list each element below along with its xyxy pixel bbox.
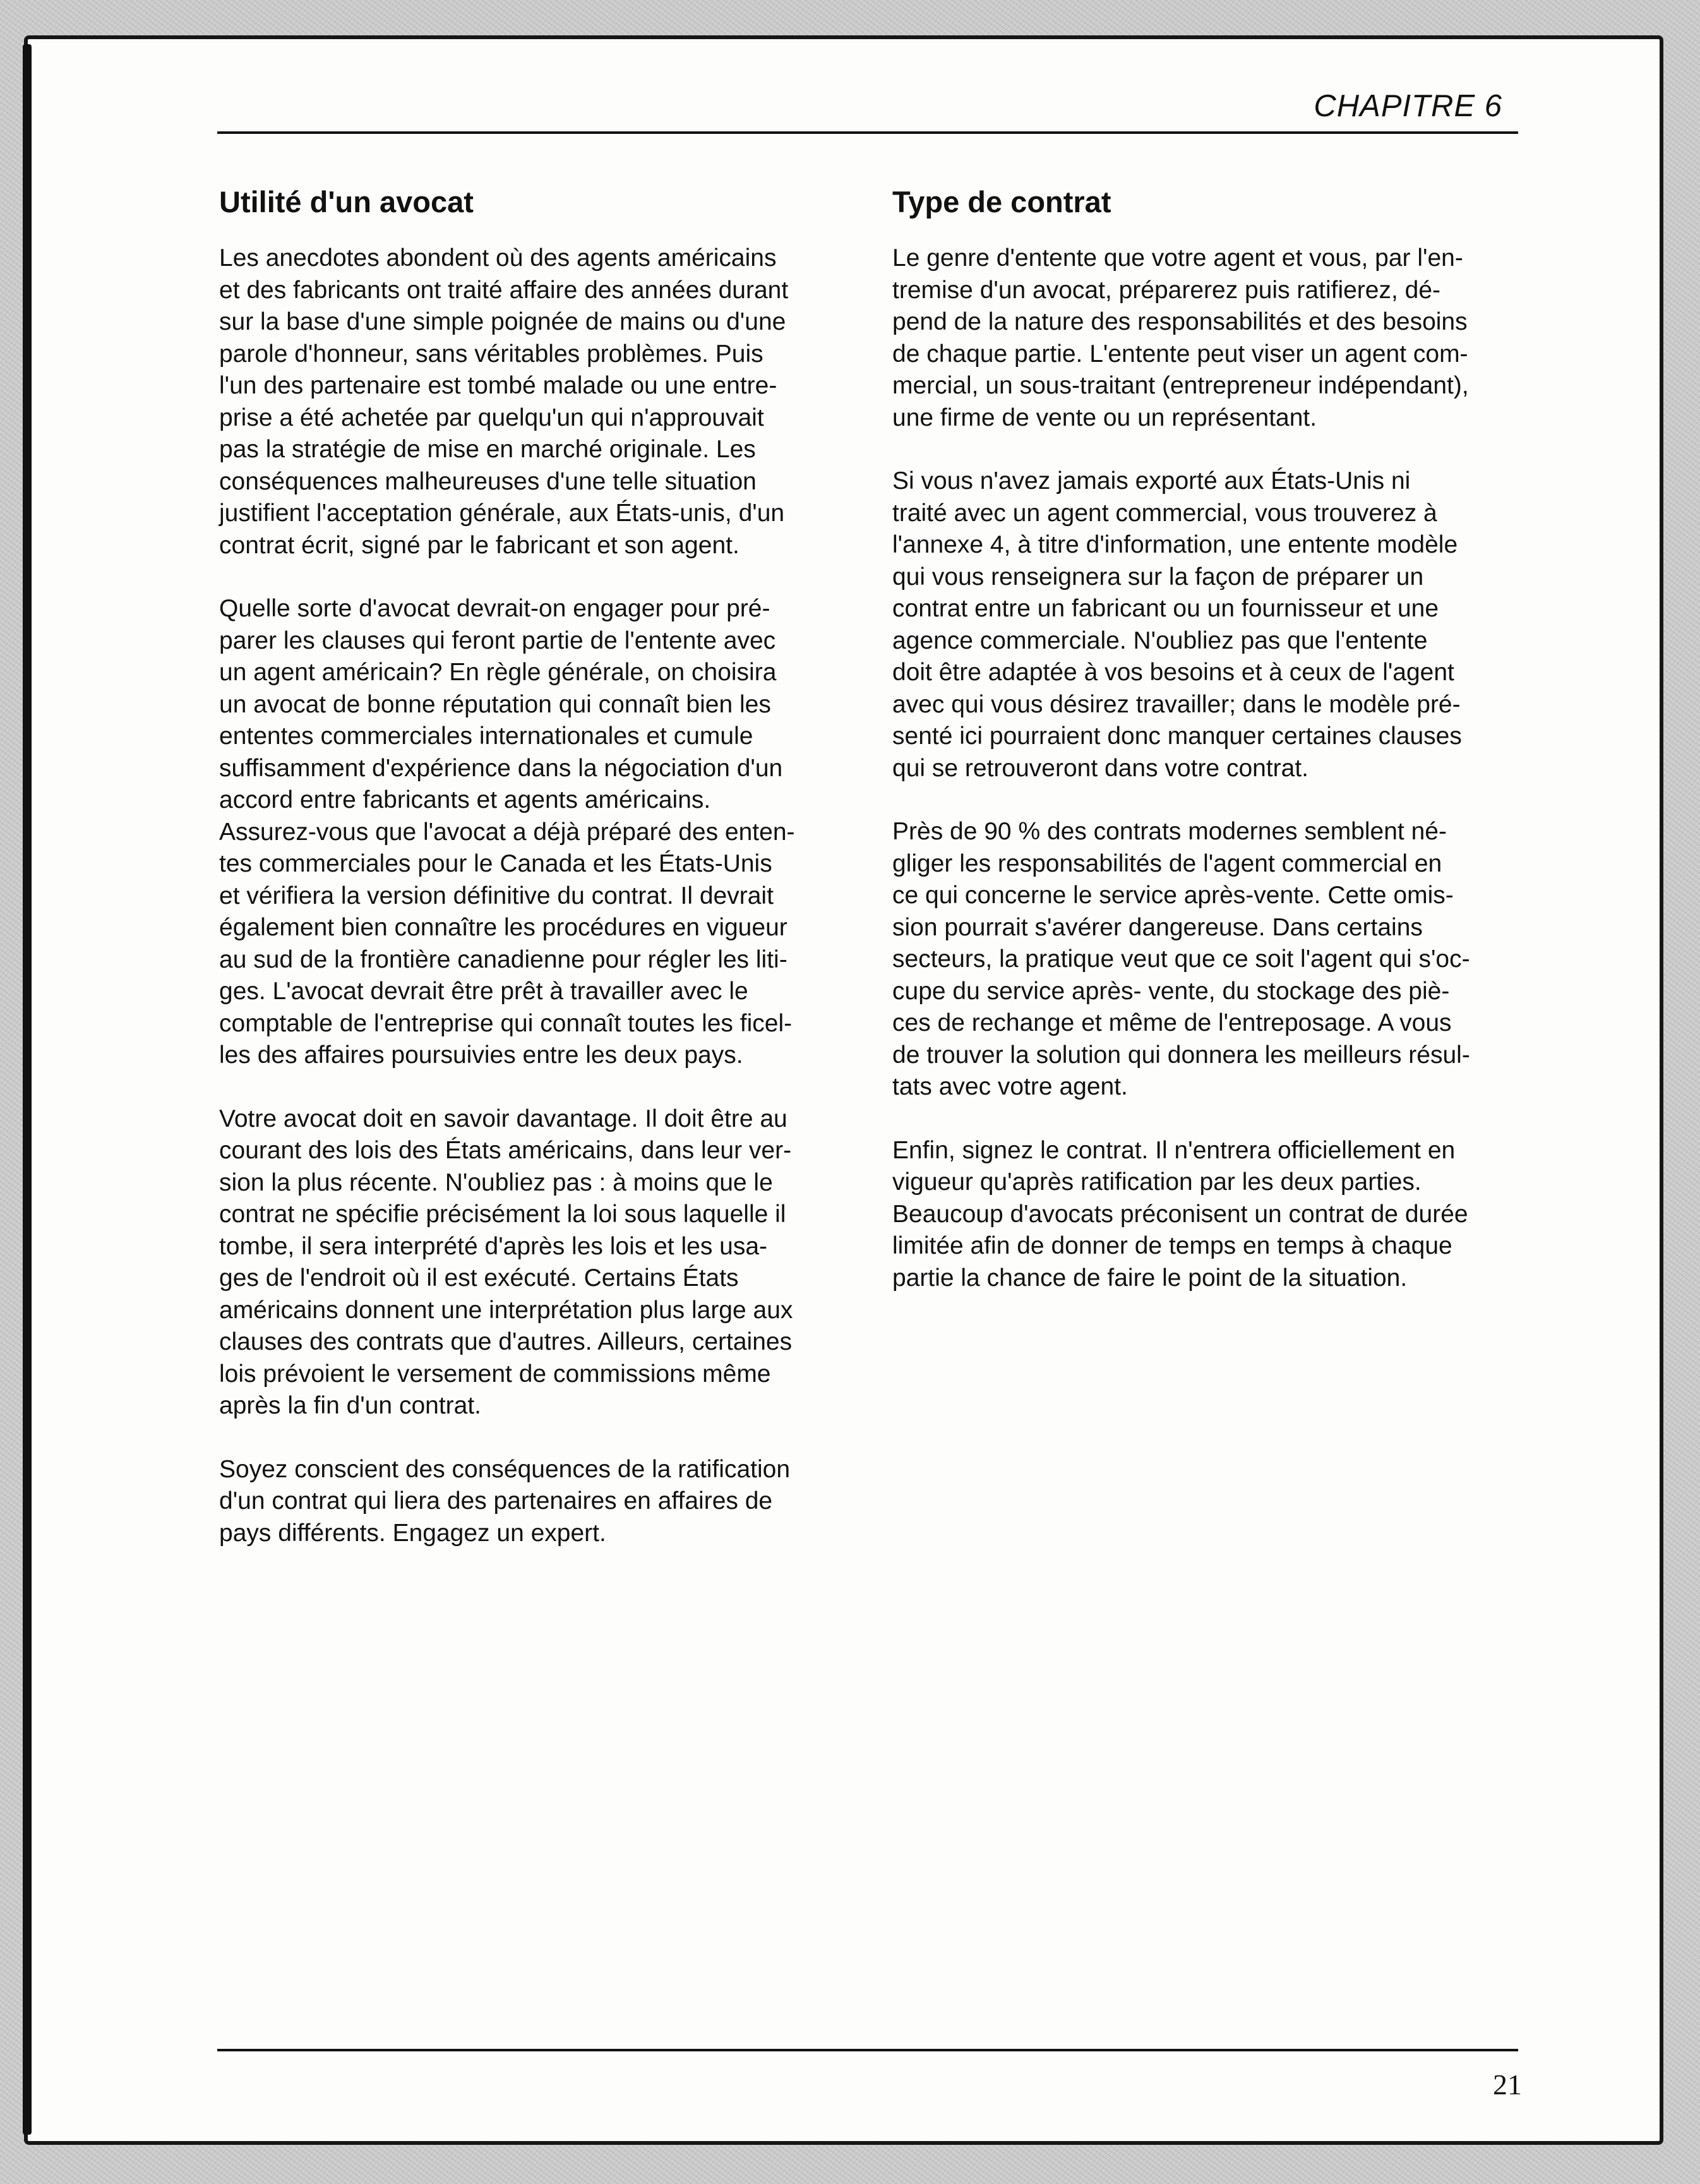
page-number: 21	[1493, 2068, 1522, 2101]
paragraph: Enfin, signez le contrat. Il n'entrera officiellement en vigueur qu'après ratification par les deux parties. Beaucoup d'avocats préconisent un contrat de durée limitée afin de donner de temps en temps à chaque partie la chance de faire le point de la situation.	[892, 1136, 1468, 1292]
section-heading-utilite: Utilité d'un avocat	[219, 185, 474, 219]
chapter-header: CHAPITRE 6	[1314, 89, 1502, 123]
paragraph: Votre avocat doit en savoir davantage. Il doit être au courant des lois des États américains, dans leur ver- sion la plus récente. N'oubliez pas : à moins que le contrat ne spécifie précisément la loi sous laquelle il tombe, il sera interprété d'après les lois et les usa- ges de l'endroit où il est exécuté. Certains États américains donnent une interprétation plus large aux clauses des contrats que d'autres. Ailleurs, certaines lois prévoient le versement de commissions même après la fin d'un contrat.	[219, 1105, 793, 1419]
left-column	[219, 183, 851, 1581]
paragraph: Les anecdotes abondent où des agents américains et des fabricants ont traité affaire des années durant sur la base d'une simple poignée de mains ou d'une parole d'honneur, sans véritables problèmes. Puis l'un des partenaire est tombé malade ou une entre- prise a été achetée par quelqu'un qui n'approuvait pas la stratégie de mise en marché originale. Les conséquences malheureuses d'une telle situation justifient l'acceptation générale, aux États-unis, d'un contrat écrit, signé par le fabricant et son agent.	[219, 244, 789, 559]
paragraph: Soyez conscient des conséquences de la ratification d'un contrat qui liera des partenaires en affaires de pays différents. Engagez un expert.	[219, 1455, 791, 1547]
paragraph: Quelle sorte d'avocat devrait-on engager pour pré- parer les clauses qui feront partie de l'entente avec un agent américain? En règle générale, on choisira un avocat de bonne réputation qui connaît bien les ententes commerciales internationales et cumule suffisamment d'expérience dans la négociation d'un accord entre fabricants et agents américains. Assurez-vous que l'avocat a déjà préparé des enten- tes commerciales pour le Canada et les États-Unis et vérifiera la version définitive du contrat. Il devrait également bien connaître les procédures en vigueur au sud de la frontière canadienne pour régler les liti- ges. L'avocat devrait être prêt à travailler avec le comptable de l'entreprise qui connaît toutes les ficel- les des affaires poursuivies entre les deux pays.	[219, 595, 795, 1069]
paragraph: Si vous n'avez jamais exporté aux États-Unis ni traité avec un agent commercial, vous trouverez à l'annexe 4, à titre d'information, une entente modèle qui vous renseignera sur la façon de préparer un contrat entre un fabricant ou un fournisseur et une agence commerciale. N'oubliez pas que l'entente doit être adaptée à vos besoins et à ceux de l'agent avec qui vous désirez travailler; dans le modèle pré- senté ici pourraient donc manquer certaines clauses qui se retrouveront dans votre contrat.	[892, 467, 1462, 782]
right-column	[892, 183, 1524, 1326]
paragraph: Près de 90 % des contrats modernes semblent né- gliger les responsabilités de l'agent commercial en ce qui concerne le service après-vente. Cette omis- sion pourrait s'avérer dangereuse. Dans certains secteurs, la pratique veut que ce soit l'agent qui s'oc- cupe du service après- vente, du stockage des piè- ces de rechange et même de l'entreposage. A vous de trouver la solution qui donnera les meilleurs résul- tats avec votre agent.	[892, 818, 1470, 1100]
footer-rule	[217, 2049, 1518, 2051]
page-binding-edge	[23, 44, 32, 2135]
header-rule	[217, 131, 1518, 134]
paragraph: Le genre d'entente que votre agent et vous, par l'en- tremise d'un avocat, préparerez puis ratifierez, dé- pend de la nature des responsabilités et des besoins de chaque partie. L'entente peut viser un agent com- mercial, un sous-traitant (entrepreneur indépendant), une firme de vente ou un représentant.	[892, 244, 1469, 431]
section-heading-type-contrat: Type de contrat	[892, 185, 1111, 219]
